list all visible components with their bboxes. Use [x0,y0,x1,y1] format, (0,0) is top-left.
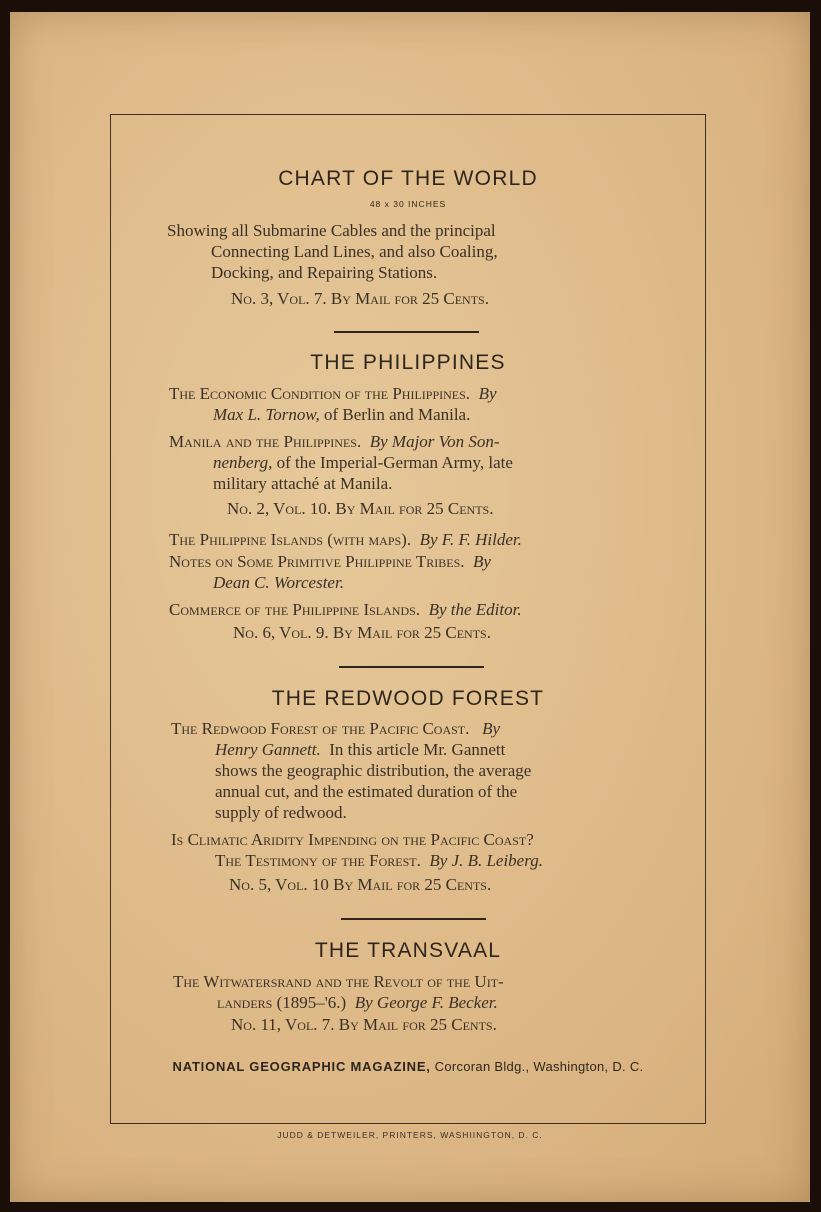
article-subtitle: The Testimony of the Forest. [215,851,421,870]
article-author-prefix: By [473,552,491,571]
article-title-cont: landers (1895–'6.) [217,993,347,1012]
article-author: By George F. Becker. [354,993,498,1012]
chart-issue: No. 3, Vol. 7. By Mail for 25 Cents. [231,289,489,308]
article-author: Henry Gannett. [215,740,321,759]
philippines-article-4 [169,551,649,593]
transvaal-issue: No. 11, Vol. 7. By Mail for 25 Cents. [231,1015,497,1034]
article-author: Dean C. Worcester. [213,573,344,592]
section-divider-1 [334,331,479,333]
article-title: Notes on Some Primitive Philippine Tribes. [169,552,465,571]
chart-description [167,220,647,283]
article-author-prefix: By [478,384,497,403]
transvaal-article-1 [173,971,653,1013]
philippines-title: THE PHILIPPINES [310,351,506,374]
philippines-issue-1: No. 2, Vol. 10. By Mail for 25 Cents. [227,499,494,518]
chart-title: CHART OF THE WORLD [278,167,538,190]
article-description-3: annual cut, and the estimated duration of the [215,782,518,801]
philippines-article-3 [169,529,649,550]
chart-line-1: Showing all Submarine Cables and the principal [167,221,496,240]
magazine-address [111,1059,705,1074]
section-divider-2 [339,666,484,668]
chart-size: 48 x 30 INCHES [369,199,447,209]
article-description-4: supply of redwood. [215,803,347,822]
article-author-prefix: By [482,719,501,738]
article-author: By the Editor. [428,600,522,619]
article-title: The Philippine Islands (with maps). [169,530,412,549]
article-affiliation: of the Imperial-German Army, late [276,453,513,472]
article-author: By J. B. Leiberg. [429,851,543,870]
article-title: Manila and the Philippines. [169,432,362,451]
article-title: The Economic Condition of the Philippines. [169,384,471,403]
article-affiliation-cont: military attaché at Manila. [213,474,393,493]
redwood-article-1 [171,718,651,823]
chart-line-3: Docking, and Repairing Stations. [211,263,438,282]
article-title: The Witwatersrand and the Revolt of the Uit- [173,972,504,991]
article-description: In this article Mr. Gannett [329,740,506,759]
article-title: The Redwood Forest of the Pacific Coast. [171,719,470,738]
transvaal-title: THE TRANSVAAL [314,939,502,962]
redwood-issue: No. 5, Vol. 10 By Mail for 25 Cents. [229,875,492,894]
back-cover-page [10,12,810,1202]
philippines-article-2 [169,431,649,494]
redwood-title: THE REDWOOD FOREST [271,687,545,710]
article-author: Max L. Tornow, [213,405,320,424]
article-author: By F. F. Hilder. [419,530,522,549]
article-author: By Major Von Son- [369,432,500,451]
article-author-cont: nenberg, [213,453,273,472]
philippines-article-5 [169,599,649,620]
address: Corcoran Bldg., Washington, D. C. [434,1059,644,1074]
philippines-article-1 [169,383,649,425]
article-description-2: shows the geographic distribution, the average [215,761,532,780]
magazine-name: NATIONAL GEOGRAPHIC MAGAZINE, [172,1059,431,1074]
section-divider-3 [341,918,486,920]
philippines-issue-2: No. 6, Vol. 9. By Mail for 25 Cents. [233,623,491,642]
advertisement-frame [110,114,706,1124]
printer-credit: JUDD & DETWEILER, PRINTERS, WASHIINGTON, D. C. [277,1130,543,1140]
article-title: Commerce of the Philippine Islands. [169,600,421,619]
article-title: Is Climatic Aridity Impending on the Pacific Coast? [171,830,534,849]
article-affiliation: of Berlin and Manila. [324,405,471,424]
redwood-article-2 [171,829,651,871]
chart-line-2: Connecting Land Lines, and also Coaling, [211,242,498,261]
